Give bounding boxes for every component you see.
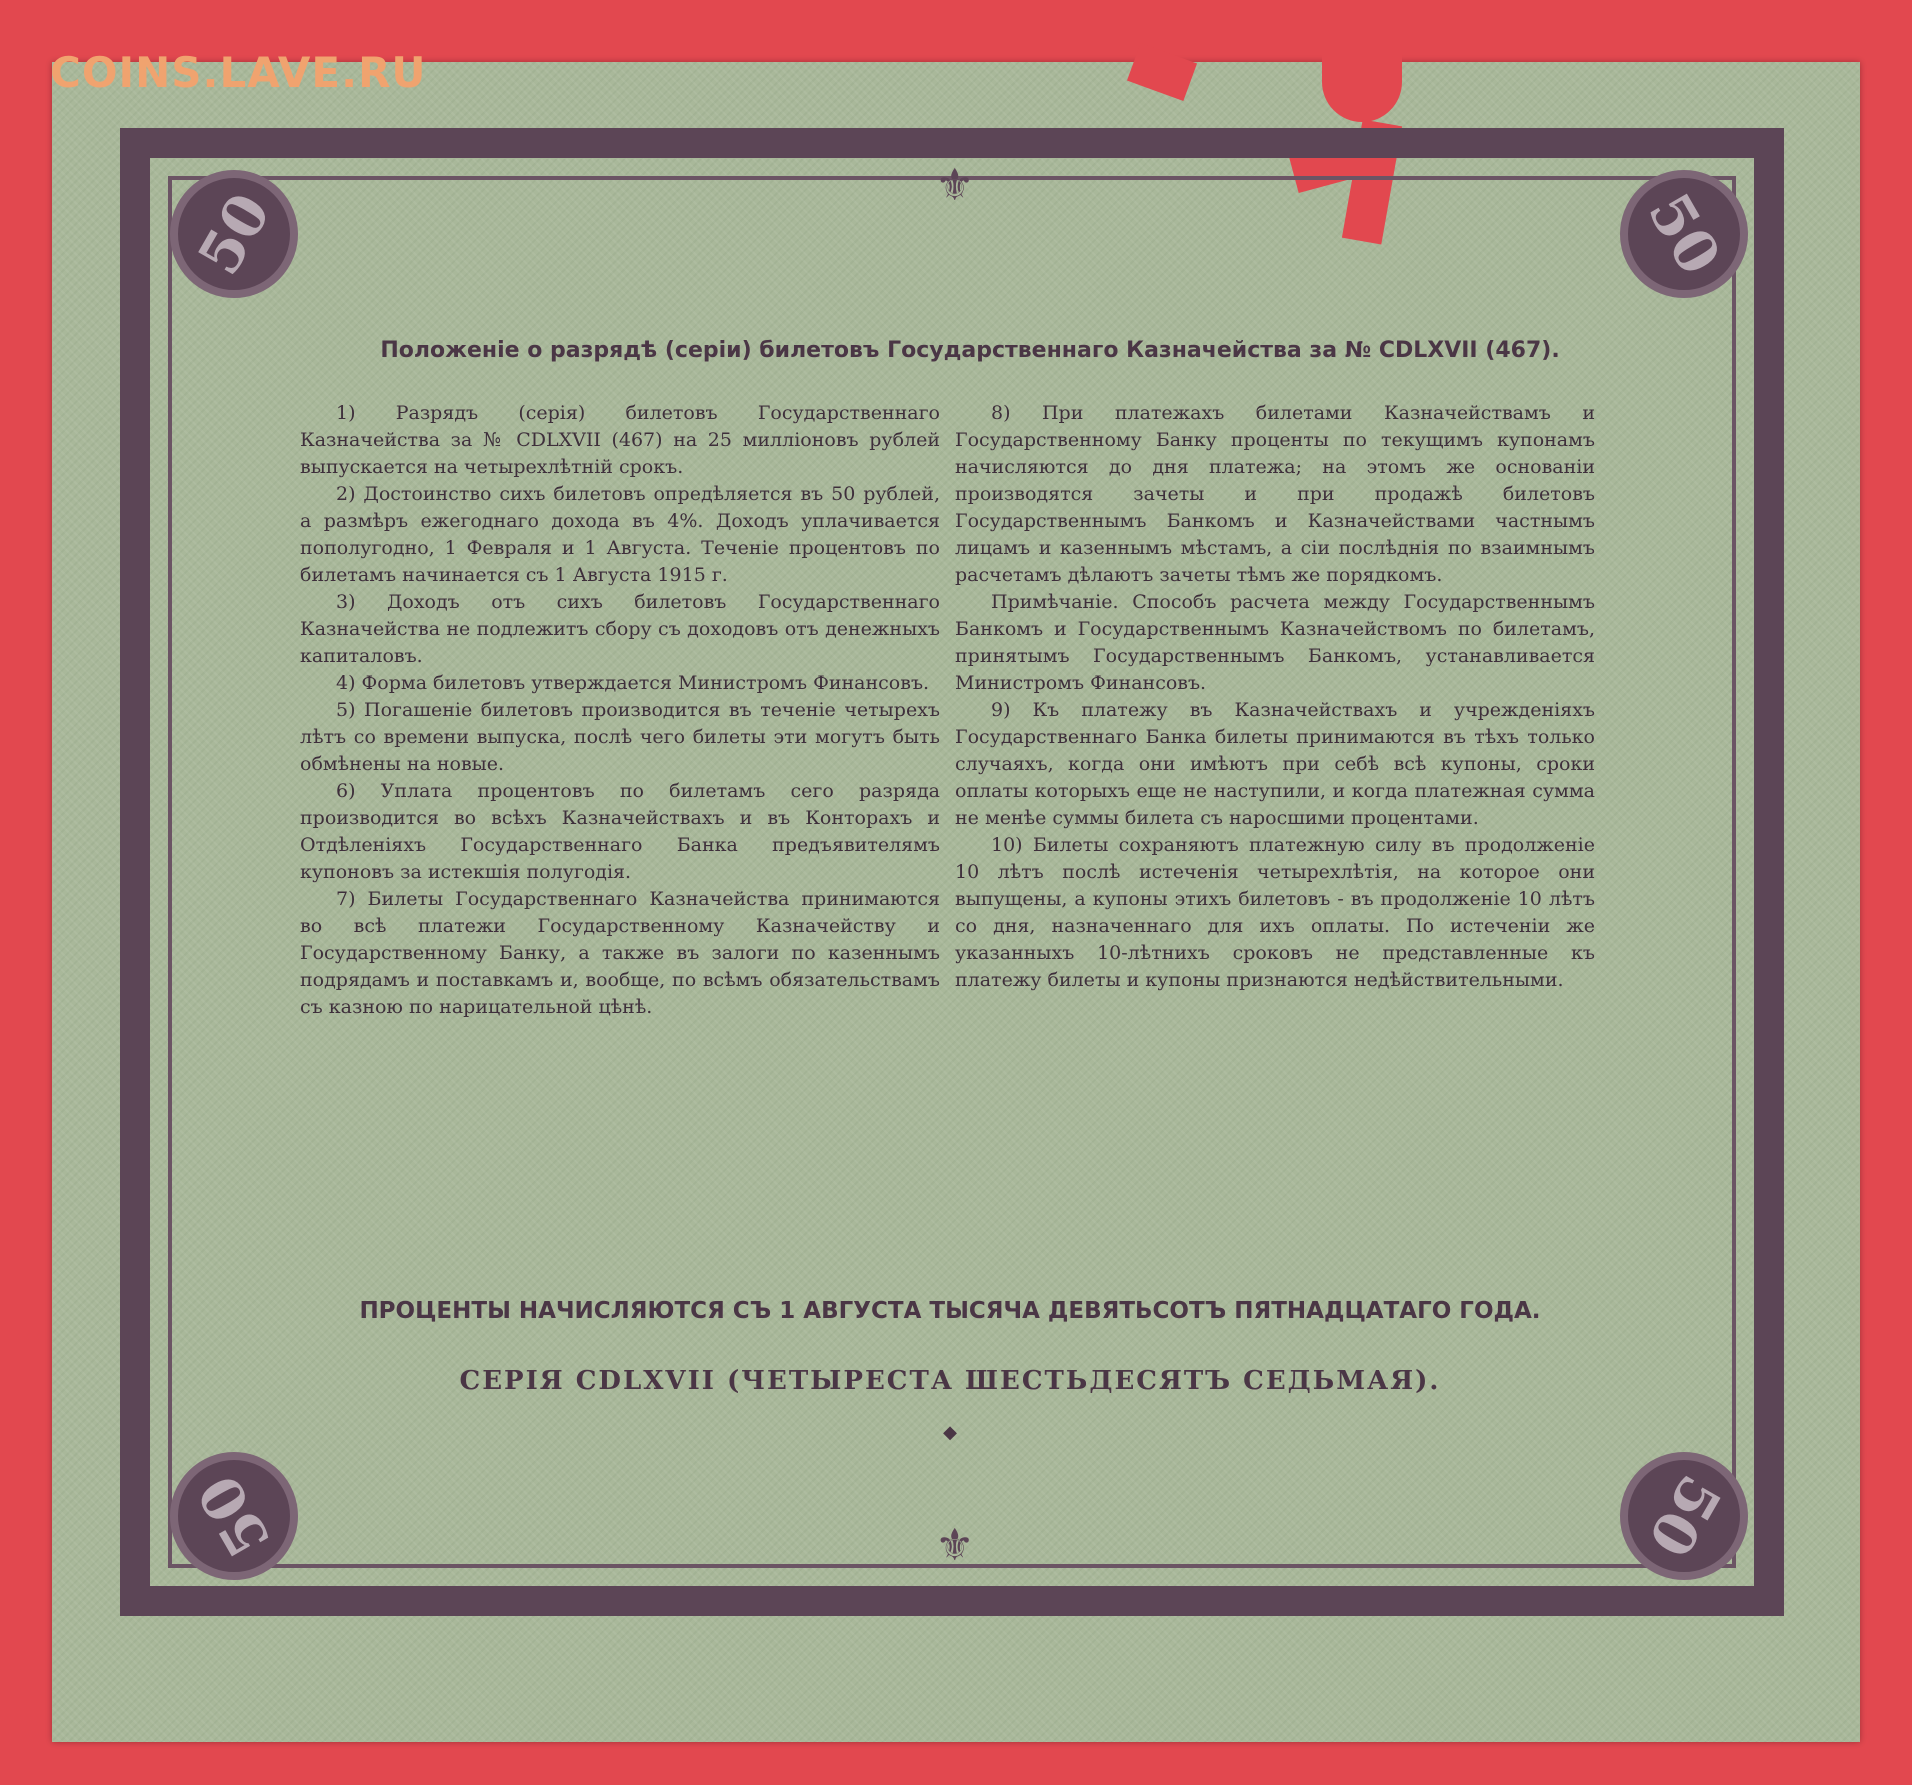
clause: 9) Къ платежу въ Казначействахъ и учрежденіяхъ Государственнаго Банка билеты принимаются въ тѣхъ только случаяхъ, когда они имѣютъ при себѣ всѣ купоны, сроки оплаты которыхъ еще не наступили, и когда платежная сумма не менѣе суммы билета съ наросшими процентами.	[955, 699, 1595, 829]
clause: 1) Разрядъ (серія) билетовъ Государственнаго Казначейства за № CDLXVII (467) на 25 милліоновъ рублей выпускается на четырехлѣтній срокъ.	[300, 402, 940, 478]
fleur-ornament-icon: ⚜	[935, 160, 975, 211]
clause: 6) Уплата процентовъ по билетамъ сего разряда производится во всѣхъ Казначействахъ и въ Конторахъ и Отдѣленіяхъ Государственнаго Банка предъявителямъ купоновъ за истекшія полугодія.	[300, 780, 940, 883]
note-clause: Примѣчаніе. Способъ расчета между Государственнымъ Банкомъ и Государственнымъ Казначействомъ по билетамъ, принятымъ Государственнымъ Банкомъ, устанавливается Министромъ Финансовъ.	[955, 591, 1595, 694]
divider-ornament: ◆	[943, 1422, 957, 1443]
clause: 7) Билеты Государственнаго Казначейства принимаются во всѣ платежи Государственному Казначейству и Государственному Банку, а также въ залоги по казеннымъ подрядамъ и поставкамъ и, вообще, по всѣмъ обязательствамъ съ казною по нарицательной цѣнѣ.	[300, 888, 940, 1018]
corner-medallion-top-left	[170, 170, 298, 298]
left-column	[300, 400, 940, 1021]
series-statement: СЕРІЯ CDLXVII (ЧЕТЫРЕСТА ШЕСТЬДЕСЯТЪ СЕДЬМАЯ).	[459, 1366, 1441, 1396]
right-column	[955, 400, 1595, 994]
clause: 10) Билеты сохраняютъ платежную силу въ продолженіе 10 лѣтъ послѣ истеченія четырехлѣтія, на которое они выпущены, а купоны этихъ билетовъ - въ продолженіе 10 лѣтъ со дня, назначеннаго для ихъ оплаты. По истеченіи же указанныхъ 10-лѣтнихъ сроковъ не представленные къ платежу билеты и купоны признаются недѣйствительными.	[955, 834, 1595, 991]
watermark-text: COINS.LAVE.RU	[50, 48, 427, 97]
denomination-label: 50	[184, 1464, 284, 1568]
corner-medallion-bottom-left	[170, 1452, 298, 1580]
fleur-ornament-icon: ⚜	[935, 1520, 975, 1571]
denomination-label: 50	[1634, 1464, 1734, 1568]
clause: 5) Погашеніе билетовъ производится въ теченіе четырехъ лѣтъ со времени выпуска, послѣ чего билеты эти могутъ быть обмѣнены на новые.	[300, 699, 940, 775]
corner-medallion-bottom-right	[1620, 1452, 1748, 1580]
clause: 8) При платежахъ билетами Казначействамъ и Государственному Банку проценты по текущимъ купонамъ начисляются до дня платежа; на этомъ же основаніи производятся зачеты и при продажѣ билетовъ Государственнымъ Банкомъ и Казначействами частнымъ лицамъ и казеннымъ мѣстамъ, а сіи послѣднія по взаимнымъ расчетамъ дѣлаютъ зачеты тѣмъ же порядкомъ.	[955, 402, 1595, 586]
denomination-label: 50	[1634, 182, 1734, 286]
torn-edge	[1127, 43, 1197, 101]
clause: 4) Форма билетовъ утверждается Министромъ Финансовъ.	[336, 672, 930, 694]
clause: 3) Доходъ отъ сихъ билетовъ Государственнаго Казначейства не подлежитъ сбору съ доходовъ отъ денежныхъ капиталовъ.	[300, 591, 940, 667]
denomination-label: 50	[184, 182, 284, 286]
document-title: Положеніе о разрядѣ (серіи) билетовъ Государственнаго Казначейства за № CDLXVII (467).	[380, 338, 1560, 363]
clause: 2) Достоинство сихъ билетовъ опредѣляется въ 50 рублей, а размѣръ ежегоднаго дохода въ 4%. Доходъ уплачивается пополугодно, 1 Февраля и 1 Августа. Теченіе процентовъ по билетамъ начинается съ 1 Августа 1915 г.	[300, 483, 940, 586]
corner-medallion-top-right	[1620, 170, 1748, 298]
torn-edge	[1322, 52, 1402, 122]
interest-statement: ПРОЦЕНТЫ НАЧИСЛЯЮТСЯ СЪ 1 АВГУСТА ТЫСЯЧА ДЕВЯТЬСОТЪ ПЯТНАДЦАТАГО ГОДА.	[359, 1298, 1541, 1324]
